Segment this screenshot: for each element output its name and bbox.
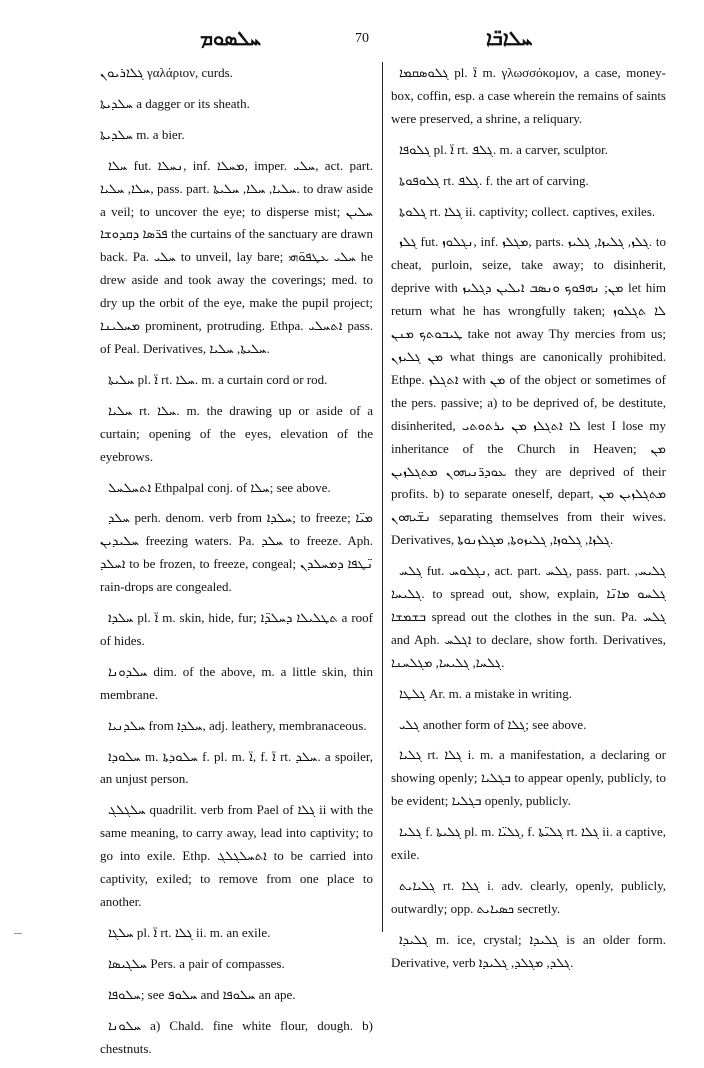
entry: ܓܠܝܕܐ m. ice, crystal; ܓܠܝܕܐ is an older form. Derivative, verb ܓܠܕ, ܡܓܠܕ, ܓܠܝܕܐ. xyxy=(391,931,667,970)
running-header-left: ܚܠܣܘܡ xyxy=(200,28,261,50)
entry: ܓܠܝܐܝܬ rt. ܓܠܐ i. adv. clearly, openly, publicly, outwardly; opp. ܟܣܝܐܝܬ secretly. xyxy=(391,878,666,916)
entry: ܚܠܕܝܬܐ m. a bier. xyxy=(100,126,185,142)
entry: ܓܠܝܐ rt. ܓܠܐ i. m. a manifestation, a declaring or showing openly; ܒܓܠܝܐ to appear openly, publicly, to be evident; ܒܓܠܝܐ openly, publicly. xyxy=(391,747,666,809)
entry: ܚܠܐ fut. ܢܚܠܐ, inf. ܡܚܠܐ, imper. ܚܠܝ, act. part. ܚܠܐ, ܚܠܝܐ, pass. part. ܚܠܝܐ, ܚܠܐ, ܚܠܝܬܐ. to draw aside a veil; to uncover the eye; to disperse mist; ܚܠܝܢ ܦܪ̈ܣܐ ܕܩܕܘܫܐ the curtains of the sanctuary are drawn back. Pa. ܚܠܝ to unveil, lay bare; ܚܠܝ ܥܛܦܘ̈ܗܝ he drew aside and took away the coverings; med. to dry up the orbit of the eye, make the pupil project; ܡܚܠܝܢܐ prominent, protruding. Ethpa. ܐܬܚܠܝ pass. of Peal. Derivatives, ܚܠܝܬܐ, ܚܠܝܐ. xyxy=(100,157,374,356)
entry: ܚܠܘܢܐ a) Chald. fine white flour, dough. b) chestnuts. xyxy=(100,1017,373,1056)
page-number: 70 xyxy=(355,31,369,46)
entry: ܚܠܘܕܐ m. ܚܠܘܕܬܐ f. pl. m. ܐ̈, f. ܐ̈ rt. ܚܠܕ. a spoiler, an unjust person. xyxy=(100,748,373,787)
column-divider xyxy=(382,62,383,932)
entry: ܚܠܕ perh. denom. verb from ܚܠܕܐ; to freeze; ܡܝ̈ܐ ܚܠܝܕܝܢ freezing waters. Pa. ܚܠܕ to freeze. Aph. ܐܚܠܕ to be frozen, to freeze, congeal; ܢ̈ܛܦܐ ܕܡܚܠܕܢ rain-drops are congealed. xyxy=(100,510,374,595)
entry: ܓܠܝ another form of ܓܠܐ; see above. xyxy=(399,716,587,732)
entry: ܚܠܓܠܓ quadrilit. verb from Pael of ܓܠܐ ii with the same meaning, to carry away, lead into captivity; to go into exile. Ethp. ܐܬܚܠܓܠܓ to be carried into captivity, exiled; to remove from one place to another. xyxy=(100,802,373,909)
entry: ܓܠܝܐ f. ܓܠܝܬܐ pl. m. ܓܠܝ̈ܐ, f. ܓܠܝ̈ܬܐ rt. ܓܠܐ ii. a captive, exile. xyxy=(391,824,666,863)
entry: ܓܠܘܦܘܬܐ rt. ܓܠܦ. f. the art of carving. xyxy=(399,172,589,188)
entry: ܚܠܕܘܢܐ dim. of the above, m. a little skin, thin membrane. xyxy=(100,663,373,702)
entry: ܓܠܘܣܩܡܐ pl. ܐ̈ m. γλωσσόκομον, a case, money-box, coffin, esp. a case wherein the remains of saints were preserved, a shrine, a reliquary. xyxy=(391,65,666,126)
entry: ܚܠܓܐ pl. ܐ̈ rt. ܓܠܐ ii. m. an exile. xyxy=(108,924,271,940)
entry: ܚܠܕܢܝܐ from ܚܠܕܐ, adj. leathery, membranaceous. xyxy=(108,717,367,733)
entry: ܚܠܘܦܐ; see ܚܠܘܦ and ܚܠܘܦܐ an ape. xyxy=(108,986,296,1002)
entry: ܚܠܕܐ pl. ܐ̈ m. skin, hide, fur; ܬܛܠܝܠܐ ܕܚܠܕ̈ܐ a roof of hides. xyxy=(100,610,373,648)
entry: ܓܠܙ fut. ܢܓܠܘܙ, inf. ܡܓܠܙ, parts. ܓܠܙ, ܓܠܝܙܐ, ܓܠܝܙ. to cheat, purloin, seize, take away; to disinherit, deprive with ܡܢ; ܢܗܦܘܟ ܘܢܣܒ ܐܝܠܝܢ ܕܓܠܝܙ let him return what he has wrongfully taken; ܠܐ ܬܓܠܘܙ ܛܝܒܘܬܟ ܡܢܢ take not away Thy mercies from us; ܡܢ ܓܠܝܙܢ what things are canonically prohibited. Ethpe. ܐܬܓܠܙ with ܡܢ of the object or sometimes of the pers. passive; a) to be deprived of, be destitute, disinherited, ܠܐ ܐܬܓܠܙ ܡܢ ܝܪܬܘܬܝ lest I lose my inheritance of the Church in Heaven; ܡܢ ܥܘܕܪ̈ܢܝܗܘܢ ܡܬܓܠܙܝܢ they are deprived of their profits. b) to separate oneself, depart, ܡܬܓܠܙܝܢ ܡܢ ܢܫ̈ܝܗܘܢ separating themselves from their wives. Derivatives, ܓܠܙܐ, ܓܠܘܙܐ, ܓܠܝܙܘܬܐ, ܡܓܠܙܢܘܬܐ. xyxy=(391,234,667,548)
entry: ܓܠܘܦܐ pl. ܐ̈ rt. ܓܠܦ. m. a carver, sculptor. xyxy=(399,141,609,157)
entry: ܚܠܝܐ rt. ܚܠܐ. m. the drawing up or aside of a curtain; opening of the eyes, elevation of the eyebrows. xyxy=(100,402,373,464)
entry: ܚܠܓܝܣܐ Pers. a pair of compasses. xyxy=(108,955,285,971)
margin-mark xyxy=(14,933,22,934)
entry: ܓܠܛܐ Ar. m. a mistake in writing. xyxy=(399,685,573,701)
right-column xyxy=(391,62,666,983)
left-column xyxy=(100,62,373,1068)
entry: ܐܬܚܠܚܠ Ethpalpal conj. of ܚܠܐ; see above. xyxy=(108,479,331,495)
entry: ܓܠܘܬܐ rt. ܓܠܐ ii. captivity; collect. captives, exiles. xyxy=(399,203,656,219)
running-header-right: ܚܠܐܒ̈ܐ xyxy=(486,28,533,50)
entry: ܓܠܐܪܝܘܢ γαλάριον, curds. xyxy=(100,65,233,80)
entry: ܚܠܕܝܬܐ a dagger or its sheath. xyxy=(100,95,250,111)
entry: ܚܠܝܬܐ pl. ܐ̈ rt. ܚܠܐ. m. a curtain cord or rod. xyxy=(108,371,328,387)
entry: ܓܠܚ fut. ܢܓܠܘܚ, act. part. ܓܠܚ, pass. part. ܓܠܝܚ, ܓܠܝܚܐ. to spread out, show, explain, ܓܠܚܘ ܡܐܢ̈ܐ ܒܫܡܫܐ spread out the clothes in the sun. Pa. ܓܠܚ and Aph. ܐܓܠܚ to declare, show forth. Derivatives, ܓܠܚܐ, ܓܠܝܚܐ, ܡܓܠܚܢܐ. xyxy=(391,563,666,670)
